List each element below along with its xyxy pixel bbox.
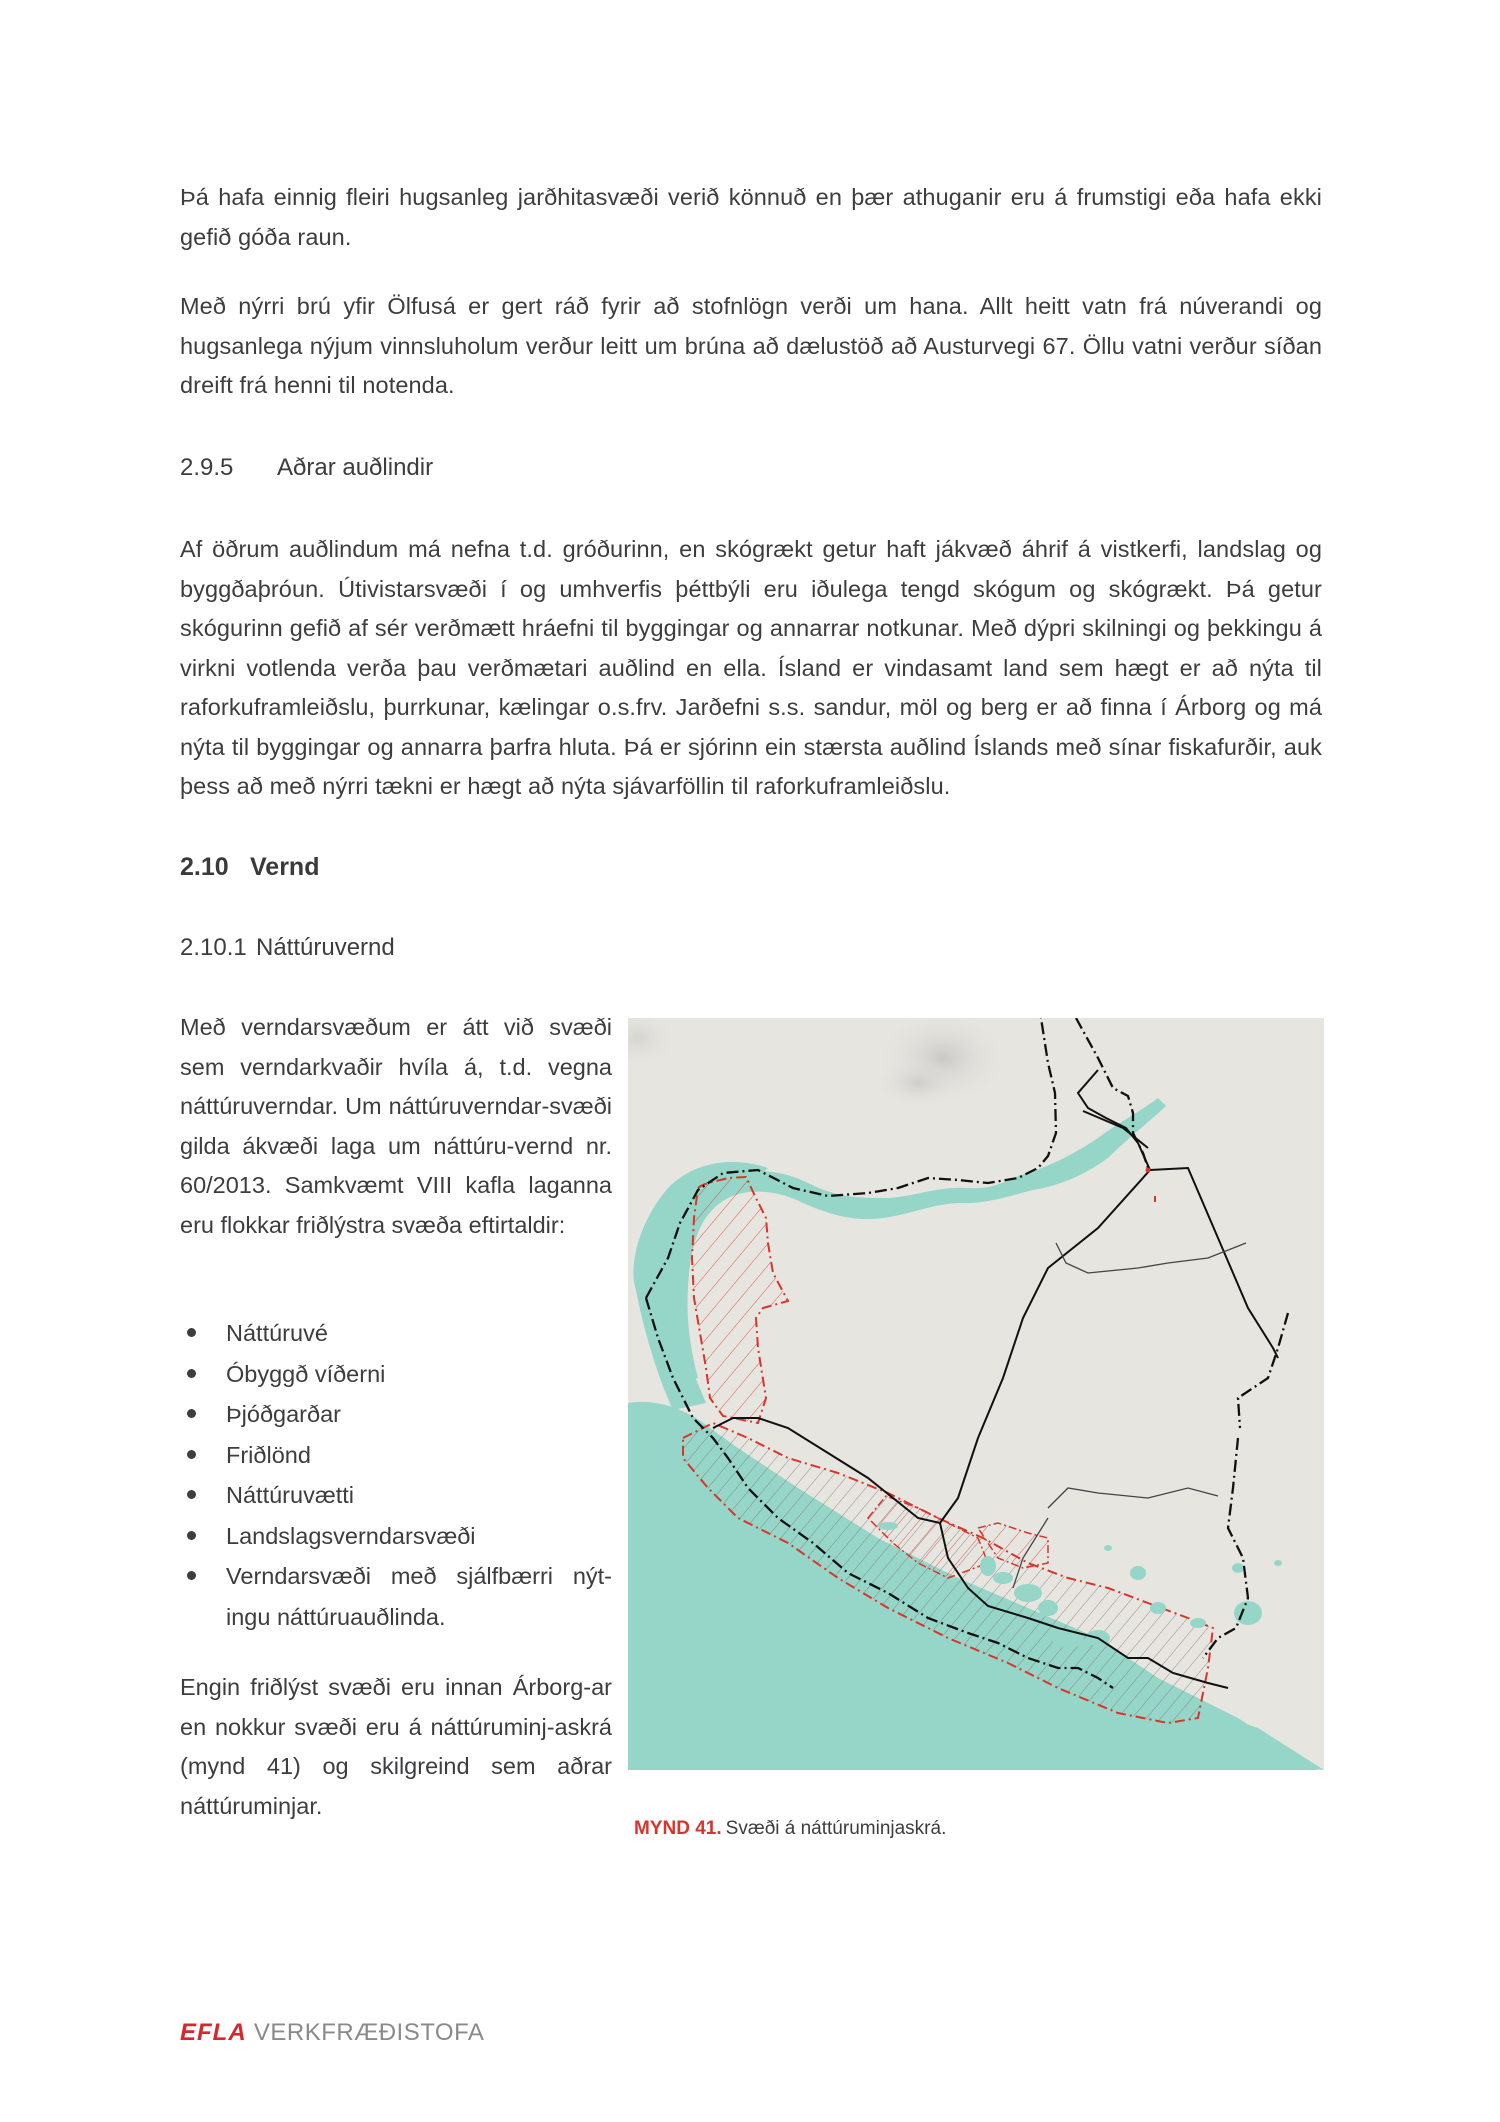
- brand-subtitle: VERKFRÆÐISTOFA: [253, 2019, 485, 2046]
- paragraph-bridge-pipeline: Með nýrri brú yfir Ölfusá er gert ráð fyrir að stofnlögn verði um hana. Allt heitt vatn frá núverandi og hugsanlega nýjum vinnsluholum verður leitt um brúna að dælustöð að Austurvegi 67. Öllu vatni verður síðan dreift frá henni til notenda.: [180, 293, 1322, 398]
- heading-number: 2.10: [180, 853, 229, 881]
- list-item: Þjóðgarðar: [180, 1394, 612, 1435]
- bullet-icon: [187, 1369, 196, 1378]
- footer-logo: [180, 2019, 484, 2047]
- list-item: Verndarsvæði með sjálfbærri nýt-ingu náttúruauðlinda.: [180, 1556, 612, 1637]
- protected-area-categories-list: [180, 1313, 612, 1637]
- list-item: Landslagsverndarsvæði: [180, 1516, 612, 1557]
- heading-2-9-5: [180, 454, 433, 482]
- list-item: Náttúruvætti: [180, 1475, 612, 1516]
- nature-register-map: [628, 1018, 1324, 1770]
- paragraph-other-resources: Af öðrum auðlindum má nefna t.d. gróðurinn, en skógrækt getur haft jákvæð áhrif á vistkerfi, landslag og byggðaþróun. Útivistarsvæði í og umhverfis þéttbýli eru iðulega tengd skógum og skógrækt. Þá getur skógurinn gefið af sér verðmætt hráefni til byggingar og annarrar notkunar. Með dýpri skilningi og þekkingu á virkni votlenda verða þau verðmætari auðlind en ella. Ísland er vindasamt land sem hægt er að nýta til raforkuframleiðslu, þurrkunar, kælingar o.s.frv. Jarðefni s.s. sandur, möl og berg er að finna í Árborg og má nýta til byggingar og annarra þarfra hluta. Þá er sjórinn ein stærsta auðlind Íslands með sínar fiskafurðir, auk þess að með nýrri tækni er hægt að nýta sjávarföllin til raforkuframleiðslu.: [180, 536, 1322, 799]
- heading-title: Vernd: [250, 853, 320, 881]
- bullet-icon: [187, 1450, 196, 1459]
- figure-caption: [634, 1818, 946, 1840]
- paragraph-protected-areas-intro: Með verndarsvæðum er átt við svæði sem verndarkvaðir hvíla á, t.d. vegna náttúruverndar. Um náttúruverndar-svæði gilda ákvæði laga um náttúru-vernd nr. 60/2013. Samkvæmt VIII kafla laganna eru flokkar friðlýstra svæða eftirtaldir:: [180, 1014, 612, 1238]
- heading-2-10: [180, 853, 319, 882]
- heading-2-10-1: [180, 934, 395, 962]
- figure-caption-text: Svæði á náttúruminjaskrá.: [725, 1818, 947, 1839]
- paragraph-geothermal: Þá hafa einnig fleiri hugsanleg jarðhitasvæði verið könnuð en þær athuganir eru á frumstigi eða hafa ekki gefið góða raun.: [180, 184, 1322, 250]
- map-graphic: [628, 1018, 1324, 1770]
- heading-number: 2.9.5: [180, 454, 234, 481]
- bullet-icon: [187, 1328, 196, 1337]
- bullet-icon: [187, 1490, 196, 1499]
- list-item: Óbyggð víðerni: [180, 1354, 612, 1395]
- bullet-icon: [187, 1571, 196, 1580]
- brand-name: EFLA: [180, 2019, 247, 2046]
- figure-label: MYND 41.: [634, 1818, 722, 1839]
- list-item: Náttúruvé: [180, 1313, 612, 1354]
- paragraph-no-protected-areas: Engin friðlýst svæði eru innan Árborg-ar en nokkur svæði eru á náttúruminj-askrá (mynd 41) og skilgreind sem aðrar náttúruminjar.: [180, 1674, 612, 1819]
- heading-title: Náttúruvernd: [256, 934, 395, 961]
- heading-number: 2.10.1: [180, 934, 247, 961]
- bullet-icon: [187, 1409, 196, 1418]
- bullet-icon: [187, 1531, 196, 1540]
- heading-title: Aðrar auðlindir: [277, 454, 434, 481]
- list-item: Friðlönd: [180, 1435, 612, 1476]
